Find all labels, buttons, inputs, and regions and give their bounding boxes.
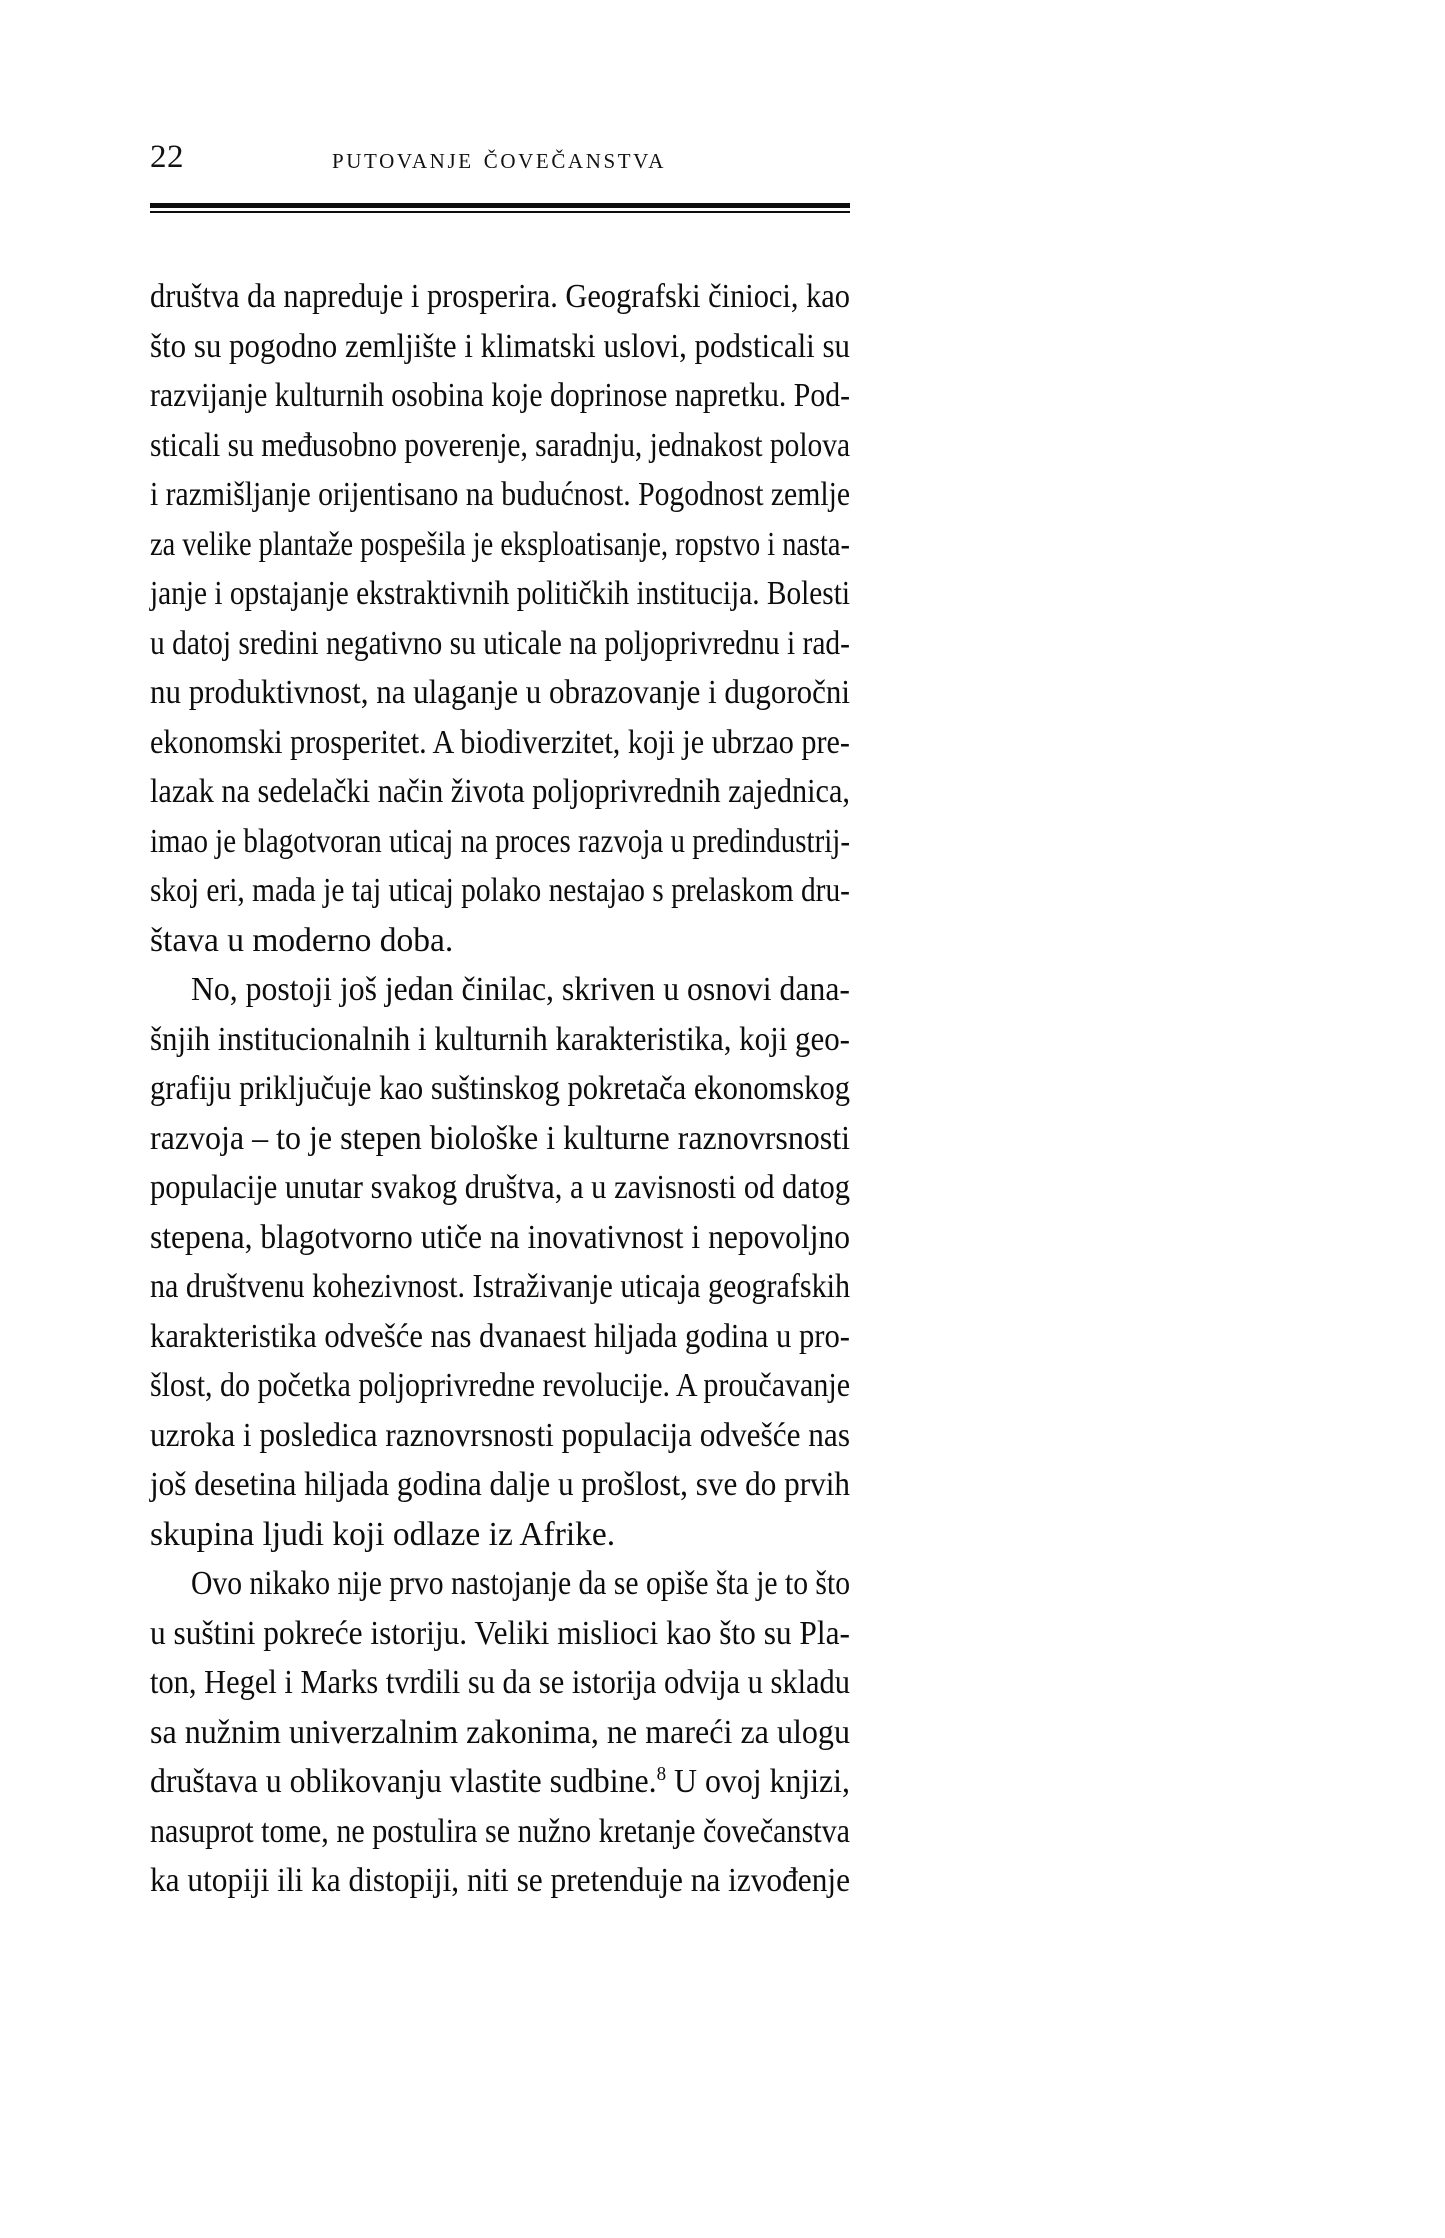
text-line-content: No, postoji još jedan činilac, skriven u osnovi dana- bbox=[191, 971, 850, 1008]
running-head-title: putovanje čovečanstva bbox=[332, 142, 666, 175]
text-line bbox=[150, 866, 850, 916]
text-line bbox=[150, 619, 850, 669]
text-line bbox=[150, 322, 850, 372]
text-line bbox=[150, 767, 850, 817]
text-line-content: šnjih institucionalnih i kulturnih karakteristika, koji geo- bbox=[150, 1020, 850, 1058]
text-line-content: skupina ljudi koji odlaze iz Afrike. bbox=[150, 1515, 616, 1553]
text-line bbox=[150, 371, 850, 421]
text-line bbox=[150, 1757, 850, 1807]
text-line-content: nasuprot tome, ne postulira se nužno kretanje čovečanstva bbox=[150, 1812, 851, 1850]
text-line-content: razvoja – to je stepen biološke i kulturne raznovrsnosti bbox=[150, 1119, 851, 1157]
text-line bbox=[150, 1213, 850, 1263]
text-line bbox=[150, 1510, 850, 1560]
text-line bbox=[150, 569, 850, 619]
text-line-content: uzroka i posledica raznovrsnosti populacija odvešće nas bbox=[150, 1416, 850, 1454]
text-line bbox=[150, 1361, 850, 1411]
text-line-content: šlost, do početka poljoprivredne revolucije. A proučavanje bbox=[150, 1367, 851, 1404]
text-line bbox=[150, 1015, 850, 1065]
text-line-content: što su pogodno zemljište i klimatski uslovi, podsticali su bbox=[150, 327, 850, 365]
body-text-block bbox=[150, 272, 850, 1906]
text-line-content: i razmišljanje orijentisano na budućnost. Pogodnost zemlje bbox=[150, 476, 851, 513]
text-line bbox=[150, 1262, 850, 1312]
text-line bbox=[150, 718, 850, 768]
text-line-content: još desetina hiljada godina dalje u prošlost, sve do prvih bbox=[150, 1466, 850, 1503]
text-line-content: Ovo nikako nije prvo nastojanje da se opiše šta je to što bbox=[191, 1565, 851, 1602]
text-line-content: društava u oblikovanju vlastite sudbine.$^8$ U ovoj knjizi, bbox=[150, 1762, 850, 1800]
footnote-marker[interactable]: 8 bbox=[656, 1762, 667, 1785]
text-line bbox=[150, 817, 850, 867]
text-line bbox=[150, 668, 850, 718]
text-line-content: sa nužnim univerzalnim zakonima, ne mareći za ulogu bbox=[150, 1713, 851, 1751]
text-line-content: ekonomski prosperitet. A biodiverzitet, koji je ubrzao pre- bbox=[150, 723, 850, 761]
text-line bbox=[150, 1163, 850, 1213]
text-line-content: ka utopiji ili ka distopiji, niti se pretenduje na izvođenje bbox=[150, 1862, 850, 1899]
text-line-content: na društvenu kohezivnost. Istraživanje uticaja geografskih bbox=[150, 1268, 851, 1305]
text-line bbox=[150, 1807, 850, 1857]
rule-thin bbox=[150, 211, 850, 213]
text-line bbox=[150, 1460, 850, 1510]
text-line-content: sticali su međusobno poverenje, saradnju, jednakost polova bbox=[150, 426, 851, 464]
text-line-content: stepena, blagotvorno utiče na inovativnost i nepovoljno bbox=[150, 1218, 851, 1256]
text-line bbox=[150, 520, 850, 570]
text-line-content: štava u moderno doba. bbox=[150, 921, 454, 959]
text-line-content: razvijanje kulturnih osobina koje doprinose napretku. Pod- bbox=[150, 377, 850, 414]
text-line-content: karakteristika odvešće nas dvanaest hiljada godina u pro- bbox=[150, 1317, 850, 1355]
text-line-content: skoj eri, mada je taj uticaj polako nestajao s prelaskom dru- bbox=[150, 872, 850, 909]
running-head bbox=[150, 135, 850, 187]
text-line-content: janje i opstajanje ekstraktivnih političkih institucija. Bolesti bbox=[150, 575, 851, 612]
text-line-content: ton, Hegel i Marks tvrdili su da se istorija odvija u skladu bbox=[150, 1664, 850, 1701]
text-line bbox=[150, 272, 850, 322]
text-line bbox=[150, 1114, 850, 1164]
text-line-content: nu produktivnost, na ulaganje u obrazovanje i dugoročni bbox=[150, 674, 850, 711]
text-line bbox=[150, 1609, 850, 1659]
text-line-content: grafiju priključuje kao suštinskog pokretača ekonomskog bbox=[150, 1070, 851, 1107]
text-line bbox=[150, 1411, 850, 1461]
text-line bbox=[150, 1856, 850, 1906]
text-line bbox=[150, 916, 850, 966]
text-line bbox=[150, 1708, 850, 1758]
text-line-content: lazak na sedelački način života poljoprivrednih zajednica, bbox=[150, 773, 850, 810]
page-number: 22 bbox=[150, 139, 184, 175]
text-line bbox=[150, 1312, 850, 1362]
header-double-rule bbox=[150, 203, 850, 213]
text-line bbox=[150, 1064, 850, 1114]
text-line bbox=[150, 1559, 850, 1609]
text-line-content: u datoj sredini negativno su uticale na poljoprivrednu i rad- bbox=[150, 624, 850, 662]
text-line-content: za velike plantaže pospešila je eksploatisanje, ropstvo i nasta- bbox=[150, 525, 850, 563]
text-line bbox=[150, 421, 850, 471]
text-line-content: društva da napreduje i prosperira. Geografski činioci, kao bbox=[150, 278, 850, 315]
text-line bbox=[150, 965, 850, 1015]
text-line-content: imao je blagotvoran uticaj na proces razvoja u predindustrij- bbox=[150, 822, 850, 860]
text-line-content: populacije unutar svakog društva, a u zavisnosti od datog bbox=[150, 1169, 851, 1206]
text-line bbox=[150, 470, 850, 520]
text-line bbox=[150, 1658, 850, 1708]
text-line-content: u suštini pokreće istoriju. Veliki mislioci kao što su Pla- bbox=[150, 1614, 850, 1652]
